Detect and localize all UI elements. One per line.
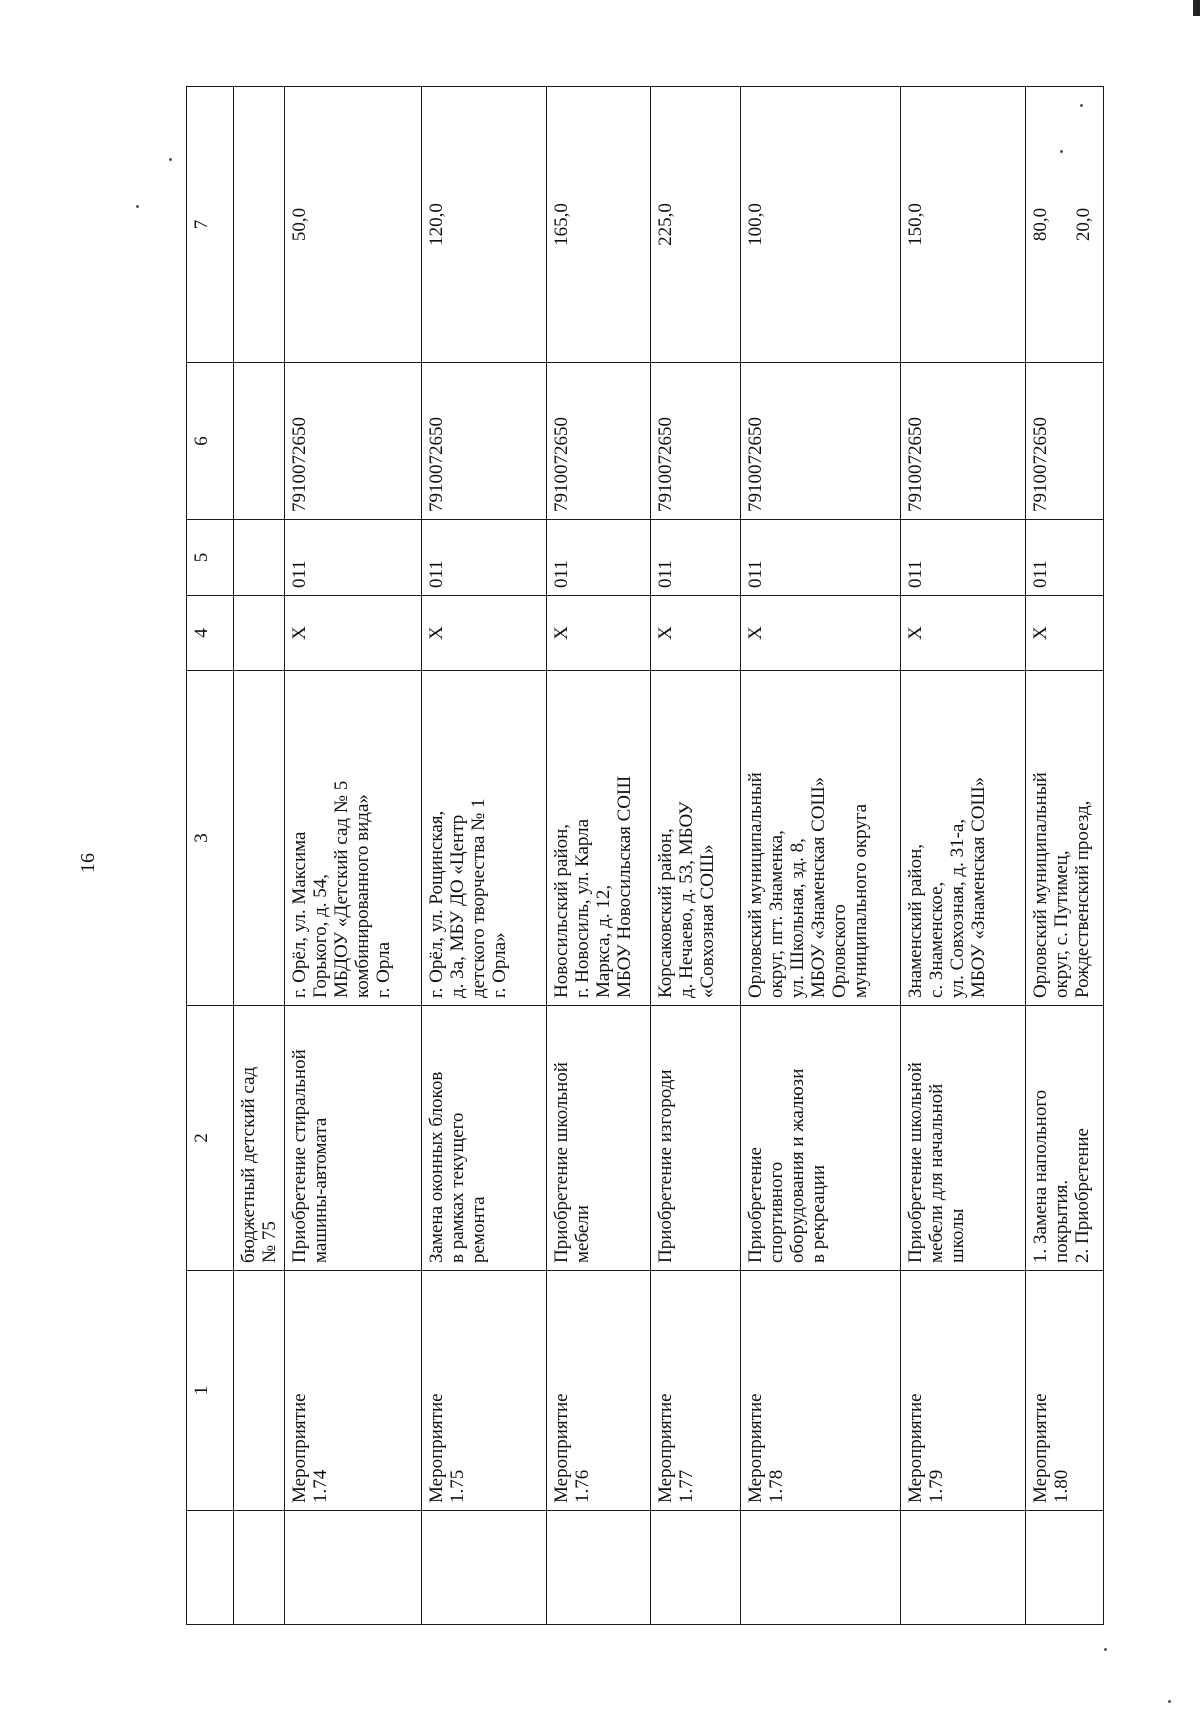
address-cell (651, 671, 741, 1006)
col6-cell: 7910072650 (651, 363, 741, 520)
col3-cell: Х (285, 596, 421, 671)
text-line: Орловский муниципальный (1029, 772, 1051, 998)
name-cell (651, 1006, 741, 1271)
text-line: в рамках текущего (446, 1112, 468, 1263)
text-line: 1.77 (676, 1469, 698, 1503)
blank-cell (1025, 1511, 1103, 1625)
text-line: Новосильский район, (551, 823, 573, 998)
col4-cell: 011 (741, 520, 900, 596)
event-cell (900, 1271, 1025, 1511)
text-line: покрытия. (1050, 1179, 1072, 1263)
text-line: 1.80 (1050, 1469, 1072, 1503)
text-line: МБОУ «Знаменская СОШ» (967, 776, 989, 998)
text-line: д. Нечаево, д. 53, МБОУ (676, 801, 698, 998)
text-line: Мероприятие (425, 1393, 447, 1503)
address-cell (285, 671, 421, 1006)
page-number: 16 (77, 853, 99, 873)
text-line: комбинированного вида» (352, 794, 374, 998)
text-line: 1.78 (766, 1469, 788, 1503)
text-line: Мероприятие (904, 1393, 926, 1503)
text-line: Маркса, д. 12, (593, 884, 615, 998)
text-line: 225,0 (655, 203, 677, 246)
text-line: детского творчества № 1 (467, 798, 489, 998)
header-cell-6: 6 (187, 363, 234, 520)
header-cell-2: 2 (187, 1006, 234, 1271)
col7-cell (900, 87, 1025, 363)
table-row (651, 87, 741, 1625)
text-line: г. Орёл, ул. Рощинская, (425, 810, 447, 998)
name-cell (285, 1006, 421, 1271)
scan-speck (1080, 104, 1083, 107)
text-line: округ, пгт. Знаменка, (766, 830, 788, 998)
scan-speck (1060, 150, 1063, 153)
event-cell (651, 1271, 741, 1511)
text-line: 100,0 (745, 203, 767, 246)
text-line: Приобретение изгороди (655, 1069, 677, 1263)
address-cell (900, 671, 1025, 1006)
address-cell (421, 671, 547, 1006)
col4-cell: 011 (547, 520, 651, 596)
text-line: машины-автомата (310, 1117, 332, 1263)
event-cell (1025, 1271, 1103, 1511)
col3-cell: Х (1025, 596, 1103, 671)
text-line: оборудования и жалюзи (787, 1068, 809, 1263)
text-line: Орловского (829, 904, 851, 998)
text-line: 165,0 (551, 203, 573, 246)
col6-cell: 7910072650 (547, 363, 651, 520)
name-cell (741, 1006, 900, 1271)
text-line: ремонта (467, 1196, 489, 1263)
col3-cell: Х (741, 596, 900, 671)
col3-cell: Х (900, 596, 1025, 671)
table-row (1025, 87, 1103, 1625)
table-row (285, 87, 421, 1625)
blank-cell (741, 1511, 900, 1625)
text-line: Приобретение (745, 1147, 767, 1263)
text-line: мебели для начальной (925, 1083, 947, 1263)
header-cell-3: 3 (187, 671, 234, 1006)
name-cell (1025, 1006, 1103, 1271)
col4-cell: 011 (285, 520, 421, 596)
address-cell (1025, 671, 1103, 1006)
text-line: Мероприятие (745, 1393, 767, 1503)
col6-cell: 7910072650 (421, 363, 547, 520)
col4-cell: 011 (1025, 520, 1103, 596)
header-cell-7: 7 (187, 87, 234, 363)
name-cell (900, 1006, 1025, 1271)
text-line: Замена оконных блоков (425, 1071, 447, 1263)
text-line: с. Знаменское, (925, 881, 947, 998)
col7-cell (1025, 87, 1103, 363)
text-line: школы (946, 1208, 968, 1263)
text-line: 1.76 (572, 1469, 594, 1503)
col3-cell: Х (421, 596, 547, 671)
text-line: округ, с. Путимец, (1050, 850, 1072, 998)
text-line: мебели (572, 1205, 594, 1263)
header-cell-1: 1 (187, 1271, 234, 1511)
budget-table (186, 86, 1104, 1625)
table-row (900, 87, 1025, 1625)
text-line: 20,0 (1072, 207, 1094, 242)
text-line: ул. Совхозная, д. 31-а, (946, 818, 968, 998)
text-line: 1.74 (310, 1469, 332, 1503)
text-line: 1.79 (925, 1469, 947, 1503)
text-line: Знаменский район, (904, 843, 926, 998)
scan-speck (169, 158, 172, 161)
text-line: Мероприятие (1029, 1393, 1051, 1503)
text-line: 1. Замена напольного (1029, 1089, 1051, 1263)
text-line: МБДОУ «Детский сад № 5 (331, 780, 353, 998)
text-line: 1.75 (446, 1469, 468, 1503)
col7-cell (285, 87, 421, 363)
event-cell (285, 1271, 421, 1511)
text-line: Приобретение школьной (551, 1062, 573, 1263)
text-line: Корсаковский район, (655, 828, 677, 998)
text-line: г. Орёл, ул. Максима (289, 831, 311, 998)
col3-cell: Х (547, 596, 651, 671)
header-cell-blank (187, 1511, 234, 1625)
continuation-col1 (233, 1271, 285, 1511)
event-cell (421, 1271, 547, 1511)
name-cell (547, 1006, 651, 1271)
text-line: г. Орла (373, 941, 395, 998)
text-line: 80,0 (1029, 207, 1051, 242)
header-row (187, 87, 234, 1625)
text-line: Мероприятие (551, 1393, 573, 1503)
table-row (741, 87, 900, 1625)
col6-cell: 7910072650 (900, 363, 1025, 520)
col7-cell (741, 87, 900, 363)
text-line: 2. Приобретение (1071, 1128, 1093, 1263)
continuation-col2 (233, 1006, 285, 1271)
table-row (421, 87, 547, 1625)
text-line: МБОУ Новосильская СОШ (614, 775, 636, 998)
name-cell (421, 1006, 547, 1271)
col3-cell: Х (651, 596, 741, 671)
table-row (547, 87, 651, 1625)
blank-cell (285, 1511, 421, 1625)
scan-speck (1104, 1648, 1107, 1651)
header-cell-5: 5 (187, 520, 234, 596)
blank-cell (421, 1511, 547, 1625)
text-line: Мероприятие (655, 1393, 677, 1503)
blank-cell (900, 1511, 1025, 1625)
text-line: Рождественский проезд, (1071, 800, 1093, 998)
text-line: бюджетный детский сад (237, 1066, 259, 1263)
text-line: Приобретение школьной (904, 1062, 926, 1263)
event-cell (741, 1271, 900, 1511)
text-line: муниципального округа (850, 803, 872, 998)
text-line: д. 3а, МБУ ДО «Центр (446, 814, 468, 998)
text-line: Орловский муниципальный (745, 772, 767, 998)
text-line: в рекреации (808, 1165, 830, 1263)
text-line: 150,0 (904, 203, 926, 246)
address-cell (547, 671, 651, 1006)
scan-speck (136, 205, 139, 208)
text-line: Горького, д. 54, (310, 874, 332, 998)
col6-cell: 7910072650 (285, 363, 421, 520)
text-line: г. Новосиль, ул. Карла (572, 818, 594, 998)
blank-cell (651, 1511, 741, 1625)
rotated-table-container (186, 87, 1104, 1625)
event-cell (547, 1271, 651, 1511)
continuation-blank (233, 1511, 285, 1625)
col7-cell (421, 87, 547, 363)
text-line: МБОУ «Знаменская СОШ» (808, 776, 830, 998)
address-cell (741, 671, 900, 1006)
text-line: спортивного (766, 1161, 788, 1263)
text-line: № 75 (258, 1221, 280, 1263)
text-line: «Совхозная СОШ» (697, 844, 719, 998)
text-line: Приобретение стиральной (289, 1049, 311, 1263)
header-cell-4: 4 (187, 596, 234, 671)
text-line: ул. Школьная, зд. 8, (787, 838, 809, 998)
col4-cell: 011 (421, 520, 547, 596)
text-line: Мероприятие (289, 1393, 311, 1503)
scan-speck (1168, 1700, 1171, 1703)
text-line: г. Орла» (488, 932, 510, 998)
scan-edge-mark (1193, 0, 1200, 16)
col6-cell: 7910072650 (741, 363, 900, 520)
blank-cell (547, 1511, 651, 1625)
col7-cell (547, 87, 651, 363)
text-line: 50,0 (289, 207, 311, 242)
col4-cell: 011 (651, 520, 741, 596)
continuation-row (233, 87, 285, 1625)
col4-cell: 011 (900, 520, 1025, 596)
col6-cell: 7910072650 (1025, 363, 1103, 520)
text-line: 120,0 (425, 203, 447, 246)
col7-cell (651, 87, 741, 363)
